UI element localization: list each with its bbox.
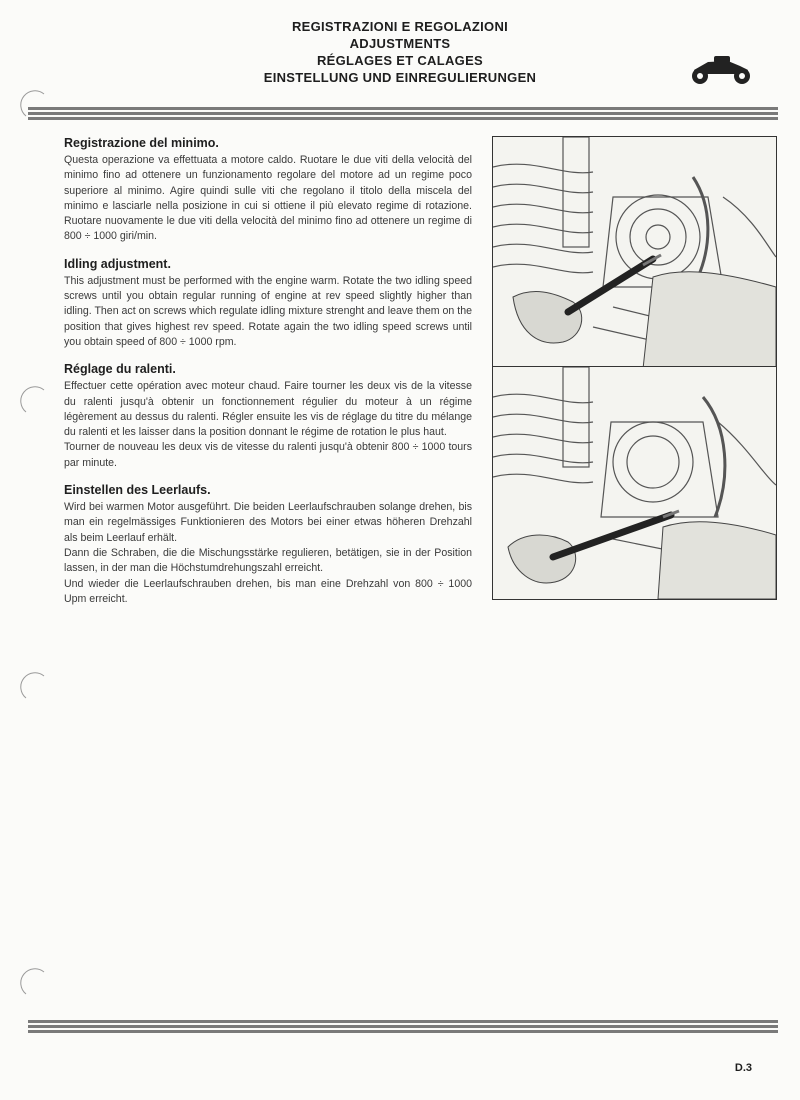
section-title: Einstellen des Leerlaufs. [64, 483, 211, 498]
header-line-english: ADJUSTMENTS [349, 36, 451, 51]
carburetor-adjustment-photo [492, 136, 777, 370]
instructions-column [64, 136, 472, 619]
carburetor-adjustment-photo [492, 366, 777, 600]
carburetor-photo-illustration [493, 137, 776, 369]
binder-hole-mark [18, 386, 48, 416]
binder-hole-mark [18, 672, 48, 702]
page-number: D.3 [734, 1062, 752, 1074]
header-line-french: RÉGLAGES ET CALAGES [316, 53, 484, 68]
section-french [64, 362, 472, 471]
header-line-german: EINSTELLUNG UND EINREGULIERUNGEN [263, 70, 537, 85]
section-german [64, 483, 472, 607]
binder-hole-mark [18, 90, 48, 120]
section-body: Effectuer cette opération avec moteur chaud. Faire tourner les deux vis de la vitesse du ralenti jusqu'à obtenir un fonctionnement régulier du moteur à un régime légèrement au dessus du ralenti. Régler ensuite les vis de réglage du titre du mélange du ralenti et les laisser dans la position donnant le régime de rotation le plus haut. Tourner de nouveau les deux vis de vitesse du ralenti jusqu'à obtenir 800 ÷ 1000 tours par minute. [64, 380, 472, 469]
top-divider-rule [28, 107, 778, 122]
section-body: This adjustment must be performed with the engine warm. Rotate the two idling speed screws until you obtain regular running of engine at rev speed slightly higher than idling. Then act on screws which regulate idling mixture strenght and leave them on the position that gives highest rev speed. Rotate again the two idling speed screws until you obtain speed of 800 ÷ 1000 rpm. [64, 274, 472, 348]
page-header [0, 18, 800, 86]
carburetor-photo-illustration [493, 367, 776, 599]
section-italian [64, 136, 472, 245]
section-english [64, 257, 472, 350]
section-title: Registrazione del minimo. [64, 136, 219, 150]
binder-hole-mark [18, 968, 48, 998]
section-body: Wird bei warmen Motor ausgeführt. Die beiden Leerlaufschrauben solange drehen, bis man ein regelmässiges Funktionieren des Motors bei einer etwas höheren Drehzahl als beim Leerlauf erhält. Dann die Schraben, die die Mischungsstärke regulieren, betätigen, sie in der Position lassen, in der man die Höchstumdrehungszahl erreicht. Und wieder die Leerlaufschrauben drehen, bis man eine Drehzahl von 800 ÷ 1000 Upm erreicht. [64, 501, 472, 605]
section-title: Réglage du ralenti. [64, 362, 176, 377]
section-body: Questa operazione va effettuata a motore caldo. Ruotare le due viti della velocità del minimo fino ad ottenere un funzionamento regolare del motore ad un regime poco superiore al minimo. Agire quindi sulle viti che regolano il titolo della miscela del minimo e lasciarle nella posizione in cui si ottiene il più elevato regime di rotazione. Ruotare nuovamente le due viti della velocità del minimo fino ad ottenere un regime di 800 ÷ 1000 giri/min. [64, 154, 472, 243]
motorcycle-icon [688, 52, 754, 86]
bottom-divider-rule [28, 1020, 778, 1035]
header-line-italian: REGISTRAZIONI E REGOLAZIONI [291, 19, 509, 34]
section-title: Idling adjustment. [64, 256, 171, 271]
